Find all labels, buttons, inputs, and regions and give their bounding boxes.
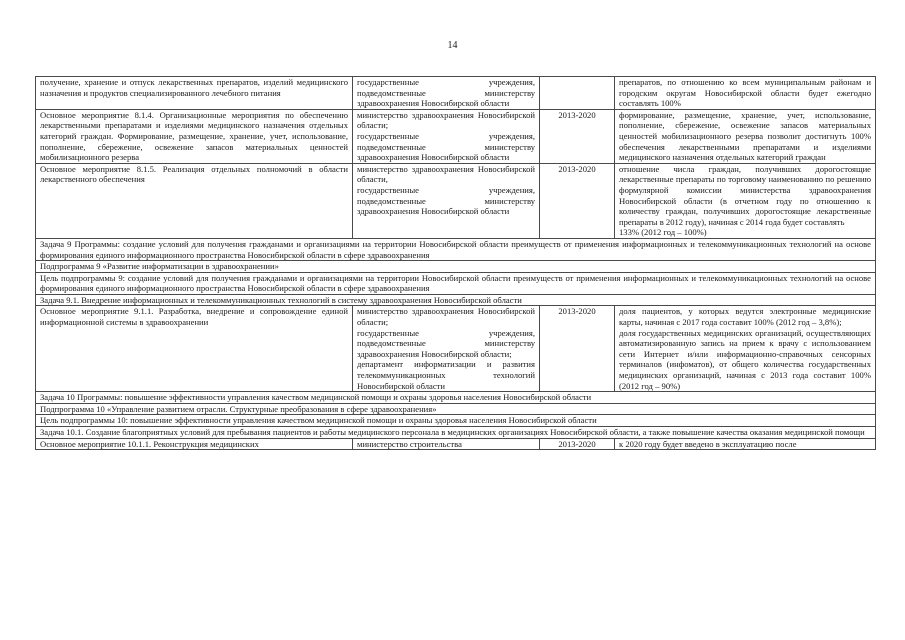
task-heading: Задача 9 Программы: создание условий для получения гражданами и организациями на территории Новосибирской области преимуществ от применения информационных и телекоммуникационных технологий на основе формирования единого информационного пространства Новосибирской области в сфере здравоохранения [36,238,876,260]
goal-heading: Цель подпрограммы 10: повышение эффективности управления качеством медицинской помощи и охраны здоровья населения Новосибирской области [36,415,876,427]
subprogram-heading: Подпрограмма 10 «Управление развитием отрасли. Структурные преобразования в сфере здравоохранения» [36,403,876,415]
executor-cell [353,109,540,163]
executor-text: государственные учреждения, подведомственные министерству здравоохранения Новосибирской области; [357,327,535,359]
section-row [36,261,876,273]
section-row [36,272,876,294]
measures-table [35,76,876,450]
result-cell: формирование, размещение, хранение, учет, использование, пополнение, сбережение, освежение запасов материальных ценностей мобилизационного резерва позволит достигнуть 100% обеспечения лекарственными препаратами и изделиями медицинского назначения отдельных категорий граждан [615,109,876,163]
subprogram-heading: Подпрограмма 9 «Развитие информатизации в здравоохранении» [36,261,876,273]
measure-cell: Основное мероприятие 8.1.5. Реализация отдельных полномочий в области лекарственного обеспечения [36,163,353,238]
page-number: 14 [447,40,458,51]
measure-cell: Основное мероприятие 9.1.1. Разработка, внедрение и сопровождение единой информационной системы в здравоохранении [36,306,353,392]
period-cell: 2013-2020 [540,163,615,238]
measure-cell: получение, хранение и отпуск лекарственных препаратов, изделий медицинского назначения и продуктов специализированного лечебного питания [36,77,353,110]
result-cell: к 2020 году будет введено в эксплуатацию после [615,438,876,450]
task-heading: Задача 10.1. Создание благоприятных условий для пребывания пациентов и работы медицинского персонала в медицинских организациях Новосибирской области, а также повышение качества оказания медицинской помощи [36,427,876,439]
measure-cell: Основное мероприятие 10.1.1. Реконструкция медицинских [36,438,353,450]
section-row [36,427,876,439]
table-row [36,109,876,163]
period-cell: 2013-2020 [540,306,615,392]
result-cell [615,163,876,238]
result-cell: препаратов, по отношению ко всем муниципальным районам и городским округам Новосибирской области будет ежегодно составлять 100% [615,77,876,110]
period-cell: 2013-2020 [540,438,615,450]
result-text: отношение числа граждан, получивших дорогостоящие лекарственные препараты по торговому наименованию по решению формулярной комиссии министерства здравоохранения Новосибирской области (в отчетном году по отношению к количеству граждан, получивших дорогостоящие лекарственные препараты в 2012 году), начиная с 2014 года будет составлять [619,163,871,227]
executor-cell: министерство строительства [353,438,540,450]
executor-text: министерство здравоохранения Новосибирской области; [357,306,535,328]
section-row [36,294,876,306]
section-row [36,392,876,404]
result-text: доля государственных медицинских организаций, осуществляющих автоматизированную запись на прием к врачу с использованием сети Интернет и/или информационно-справочных сенсорных терминалов (инфоматов), от общего количества государственных медицинских организаций, начиная с 2013 года составит 100% (2012 год – 90%) [619,327,871,391]
period-cell [540,77,615,110]
executor-text: департамент информатизации и развития телекоммуникационных технологий Новосибирской области [357,359,535,391]
executor-text: государственные учреждения, подведомственные министерству здравоохранения Новосибирской области [357,130,535,163]
section-row [36,415,876,427]
task-heading: Задача 9.1. Внедрение информационных и телекоммуникационных технологий в систему здравоохранения Новосибирской области [36,294,876,306]
executor-text: государственные учреждения, подведомственные министерству здравоохранения Новосибирской области [357,184,535,217]
section-row [36,403,876,415]
table-row [36,438,876,450]
task-heading: Задача 10 Программы: повышение эффективности управления качеством медицинской помощи и охраны здоровья населения Новосибирской области [36,392,876,404]
result-text: доля пациентов, у которых ведутся электронные медицинские карты, начиная с 2017 года составит 100% (2012 год – 3,8%); [619,306,871,328]
executor-text: министерство здравоохранения Новосибирской области, [357,163,535,185]
table-row [36,77,876,110]
measure-cell: Основное мероприятие 8.1.4. Организационные мероприятия по обеспечению лекарственными препаратами и изделиями медицинского назначения отдельных категорий граждан. Формирование, размещение, хранение, учет, использование, пополнение, сбережение, освежение запасов материальных ценностей мобилизационного резерва [36,109,353,163]
executor-text: министерство здравоохранения Новосибирской области; [357,109,535,131]
result-cell [615,306,876,392]
executor-cell: государственные учреждения, подведомственные министерству здравоохранения Новосибирской области [353,77,540,110]
goal-heading: Цель подпрограммы 9: создание условий для получения гражданами и организациями на территории Новосибирской области преимуществ от применения информационных и телекоммуникационных технологий на основе формирования единого информационного пространства Новосибирской области в сфере здравоохранения [36,272,876,294]
result-text: 133% (2012 год – 100%) [619,227,707,238]
period-cell: 2013-2020 [540,109,615,163]
executor-cell [353,163,540,238]
section-row [36,238,876,260]
table-row [36,306,876,392]
table-row [36,163,876,238]
executor-cell [353,306,540,392]
